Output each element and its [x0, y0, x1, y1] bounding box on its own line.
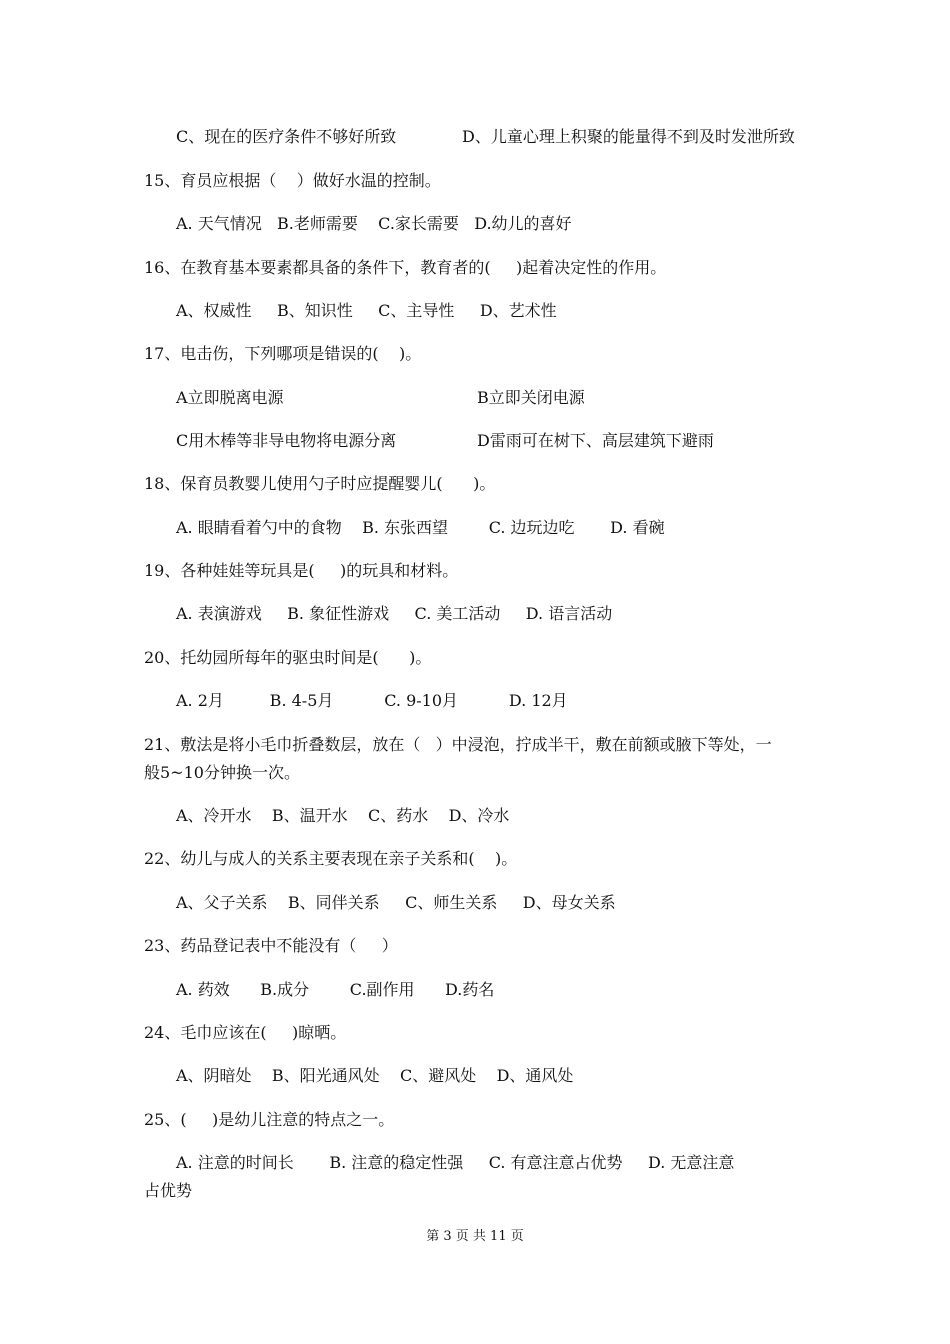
- question-23-options: A. 药效 B.成分 C.副作用 D.药名: [176, 980, 495, 999]
- question-15: 15、育员应根据（ ）做好水温的控制。: [144, 171, 441, 190]
- question-20: 20、托幼园所每年的驱虫时间是( )。: [144, 648, 432, 667]
- question-24: 24、毛巾应该在( )晾晒。: [144, 1023, 347, 1042]
- question-19-options: A. 表演游戏 B. 象征性游戏 C. 美工活动 D. 语言活动: [176, 604, 613, 623]
- question-25-options-line-1: A. 注意的时间长 B. 注意的稳定性强 C. 有意注意占优势 D. 无意注意: [176, 1153, 735, 1172]
- question-19: 19、各种娃娃等玩具是( )的玩具和材料。: [144, 561, 459, 580]
- question-17-option-b: B立即关闭电源: [477, 388, 585, 407]
- question-25: 25、( )是幼儿注意的特点之一。: [144, 1110, 395, 1129]
- page-number: 第 3 页 共 11 页: [426, 1229, 524, 1244]
- question-18-options: A. 眼睛看着勺中的食物 B. 东张西望 C. 边玩边吃 D. 看碗: [176, 518, 665, 537]
- q14-option-c: C、现在的医疗条件不够好所致: [176, 127, 397, 146]
- question-22-options: A、父子关系 B、同伴关系 C、师生关系 D、母女关系: [176, 893, 616, 912]
- question-21-options: A、冷开水 B、温开水 C、药水 D、冷水: [176, 806, 510, 825]
- question-18: 18、保育员教婴儿使用勺子时应提醒婴儿( )。: [144, 474, 496, 493]
- question-20-options: A. 2月 B. 4-5月 C. 9-10月 D. 12月: [176, 691, 568, 710]
- question-15-options: A. 天气情况 B.老师需要 C.家长需要 D.幼儿的喜好: [176, 214, 572, 233]
- question-17-option-d: D雷雨可在树下、高层建筑下避雨: [477, 431, 714, 450]
- question-24-options: A、阴暗处 B、阳光通风处 C、避风处 D、通风处: [176, 1066, 574, 1085]
- question-22: 22、幼儿与成人的关系主要表现在亲子关系和( )。: [144, 849, 518, 868]
- question-16-options: A、权威性 B、知识性 C、主导性 D、艺术性: [176, 301, 557, 320]
- question-17: 17、电击伤，下列哪项是错误的( )。: [144, 344, 422, 363]
- q14-option-d: D、儿童心理上积聚的能量得不到及时发泄所致: [462, 127, 795, 146]
- question-21-line-1: 21、敷法是将小毛巾折叠数层，放在（ ）中浸泡，拧成半干，敷在前额或腋下等处，一: [144, 735, 772, 754]
- question-21-line-2: 般5~10分钟换一次。: [144, 763, 300, 782]
- question-23: 23、药品登记表中不能没有（ ）: [144, 936, 398, 955]
- question-17-option-c: C用木棒等非导电物将电源分离: [176, 431, 397, 450]
- question-16: 16、在教育基本要素都具备的条件下，教育者的( )起着决定性的作用。: [144, 258, 667, 277]
- question-25-options-line-2: 占优势: [144, 1181, 193, 1200]
- question-17-option-a: A立即脱离电源: [176, 388, 284, 407]
